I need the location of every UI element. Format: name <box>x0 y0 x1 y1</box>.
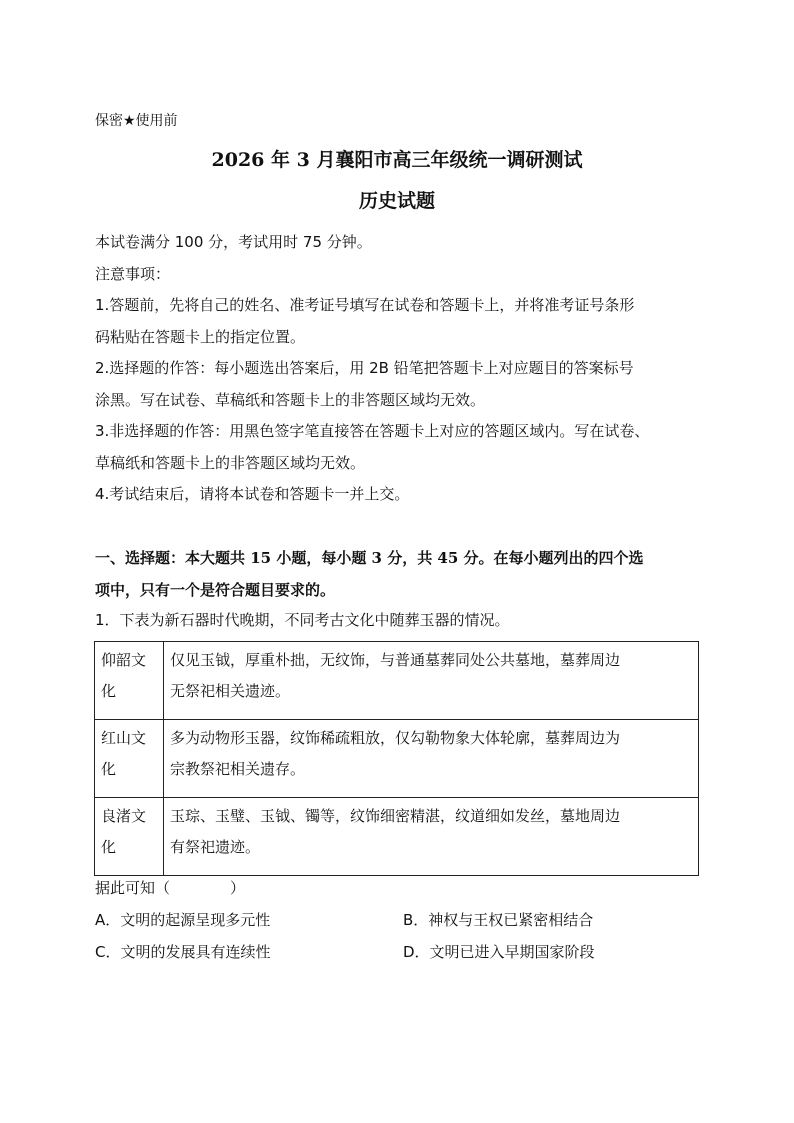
note-3-line-1: 3.非选择题的作答：用黑色签字笔直接答在答题卡上对应的答题区域内。写在试卷、 <box>95 422 650 440</box>
section-heading-line-1: 一、选择题：本大题共 15 小题，每小题 3 分，共 45 分。在每小题列出的四个选 <box>95 549 644 567</box>
culture-name-line: 红山文 <box>101 729 147 747</box>
culture-desc-cell <box>164 798 699 876</box>
note-3-line-2: 草稿纸和答题卡上的非答题区域均无效。 <box>95 453 366 472</box>
culture-desc-line: 仅见玉钺，厚重朴拙，无纹饰，与普通墓葬同处公共墓地，墓葬周边 <box>170 651 621 669</box>
culture-desc-line: 多为动物形玉器，纹饰稀疏粗放，仅勾勒物象大体轮廓，墓葬周边为 <box>170 729 621 747</box>
exam-title: 2026 年 3 月襄阳市高三年级统一调研测试 <box>211 149 583 171</box>
option-d[interactable]: D．文明已进入早期国家阶段 <box>403 943 595 961</box>
culture-desc-cell <box>164 642 699 720</box>
note-2-line-1: 2.选择题的作答：每小题选出答案后，用 2B 铅笔把答题卡上对应题目的答案标号 <box>95 359 634 377</box>
culture-name-line: 化 <box>101 838 117 856</box>
culture-desc-line: 玉琮、玉璧、玉钺、镯等，纹饰细密精湛，纹道细如发丝，墓地周边 <box>170 807 621 825</box>
culture-name-line: 仰韶文 <box>101 651 147 669</box>
score-time-line: 本试卷满分 100 分，考试用时 75 分钟。 <box>95 233 372 251</box>
note-4-line-1: 4.考试结束后，请将本试卷和答题卡一并上交。 <box>95 485 410 503</box>
option-c[interactable]: C．文明的发展具有连续性 <box>95 943 271 961</box>
culture-name-cell <box>95 642 164 720</box>
subject-title: 历史试题 <box>358 190 435 212</box>
option-a[interactable]: A．文明的起源呈现多元性 <box>95 911 271 929</box>
question-1-prompt: 据此可知（ ） <box>95 879 246 897</box>
question-1-stem: 1．下表为新石器时代晚期，不同考古文化中随葬玉器的情况。 <box>95 611 510 629</box>
culture-name-line: 化 <box>101 760 117 778</box>
section-heading <box>95 542 705 606</box>
culture-desc-line: 有祭祀遗迹。 <box>170 838 261 856</box>
culture-name-cell <box>95 720 164 798</box>
culture-desc-cell <box>164 720 699 798</box>
notice-heading: 注意事项： <box>95 264 171 283</box>
option-b[interactable]: B．神权与王权已紧密相结合 <box>403 911 594 929</box>
table-row <box>95 798 699 876</box>
table-row <box>95 720 699 798</box>
culture-table <box>94 641 699 876</box>
culture-name-line: 良渚文 <box>101 807 147 825</box>
culture-desc-line: 宗教祭祀相关遗存。 <box>170 760 306 778</box>
note-1-line-1: 1.答题前，先将自己的姓名、准考证号填写在试卷和答题卡上，并将准考证号条形 <box>95 296 635 314</box>
section-heading-line-2: 项中，只有一个是符合题目要求的。 <box>95 581 336 599</box>
culture-name-line: 化 <box>101 682 117 700</box>
confidential-label: 保密★使用前 <box>95 113 178 129</box>
note-2-line-2: 涂黑。写在试卷、草稿纸和答题卡上的非答题区域均无效。 <box>95 390 486 409</box>
instructions <box>95 227 705 511</box>
table-row <box>95 642 699 720</box>
note-1-line-2: 码粘贴在答题卡上的指定位置。 <box>95 327 306 346</box>
culture-name-cell <box>95 798 164 876</box>
culture-desc-line: 无祭祀相关遗迹。 <box>170 682 291 700</box>
